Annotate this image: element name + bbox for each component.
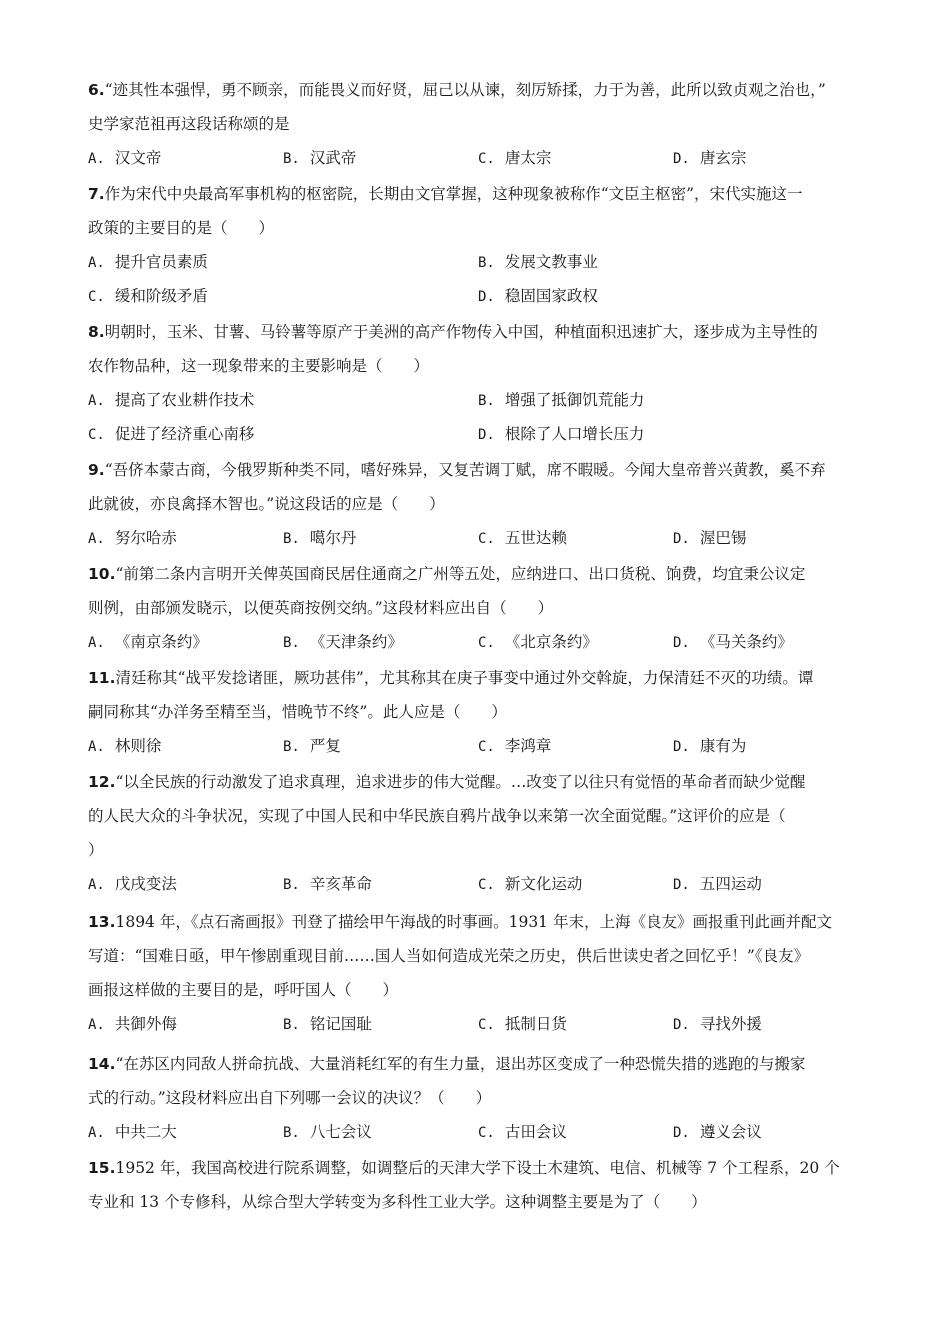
question-line: ）	[88, 841, 104, 859]
option-c[interactable]: C. 李鸿章	[478, 737, 552, 755]
options-row	[88, 867, 878, 901]
question-line: 的人民大众的斗争状况，实现了中国人民和中华民族自鸦片战争以来第一次全面觉醒。”这评价的应是（	[88, 807, 786, 825]
option-a[interactable]: A. 戊戌变法	[88, 875, 177, 893]
option-c[interactable]: C. 促进了经济重心南移	[88, 425, 255, 443]
question-line	[88, 1151, 878, 1185]
option-c[interactable]: C. 新文化运动	[478, 875, 583, 893]
option-d[interactable]: D. 《马关条约》	[673, 633, 793, 651]
option-a[interactable]: A. 努尔哈赤	[88, 529, 177, 547]
question-line	[88, 661, 878, 695]
question-line	[88, 177, 878, 211]
question-line	[88, 765, 878, 799]
question-12	[88, 765, 878, 901]
option-b[interactable]: B. 铭记国耻	[283, 1015, 372, 1033]
options-row	[88, 1115, 878, 1149]
option-d[interactable]: D. 渥巴锡	[673, 529, 747, 547]
option-d[interactable]: D. 遵义会议	[673, 1123, 762, 1141]
option-a[interactable]: A. 《南京条约》	[88, 633, 208, 651]
options-row	[88, 729, 878, 763]
question-line: 农作物品种，这一现象带来的主要影响是（ ）	[88, 357, 430, 375]
option-b[interactable]: B. 《天津条约》	[283, 633, 403, 651]
option-b[interactable]: B. 八七会议	[283, 1123, 372, 1141]
options-row	[88, 141, 878, 175]
question-line: 式的行动。”这段材料应出自下列哪一会议的决议？（ ）	[88, 1089, 492, 1107]
question-stem: 明朝时，玉米、甘薯、马铃薯等原产于美洲的高产作物传入中国，种植面积迅速扩大，逐步成为主导性的	[104, 323, 818, 341]
question-line	[88, 73, 878, 107]
question-line	[88, 1047, 878, 1081]
question-number: 14.	[88, 1055, 116, 1073]
question-line	[88, 557, 878, 591]
option-c[interactable]: C. 古田会议	[478, 1123, 567, 1141]
question-8	[88, 315, 878, 451]
question-number: 15.	[88, 1159, 116, 1177]
question-line	[88, 453, 878, 487]
option-d[interactable]: D. 唐玄宗	[673, 149, 747, 167]
question-stem: 1952 年，我国高校进行院系调整，如调整后的天津大学下设土木建筑、电信、机械等 7 个工程系，20 个	[115, 1159, 840, 1177]
question-line: 史学家范祖再这段话称颂的是	[88, 115, 290, 133]
question-11	[88, 661, 878, 763]
question-stem: “以全民族的行动激发了追求真理，追求进步的伟大觉醒。…改变了以往只有觉悟的革命者而缺少觉醒	[115, 773, 806, 791]
question-stem: 作为宋代中央最高军事机构的枢密院，长期由文官掌握，这种现象被称作“文臣主枢密”，宋代实施这一	[104, 185, 803, 203]
question-stem: “在苏区内同敌人拼命抗战、大量消耗红军的有生力量，退出苏区变成了一种恐慌失措的逃跑的与搬家	[115, 1055, 806, 1073]
option-c[interactable]: C. 缓和阶级矛盾	[88, 287, 208, 305]
options-row	[88, 417, 878, 451]
option-b[interactable]: B. 噶尔丹	[283, 529, 357, 547]
question-10	[88, 557, 878, 659]
option-c[interactable]: C. 唐太宗	[478, 149, 552, 167]
options-row	[88, 625, 878, 659]
question-stem: “前第二条内言明开关俾英国商民居住通商之广州等五处，应纳进口、出口货税、饷费，均宜秉公议定	[115, 565, 806, 583]
question-stem: “吾侪本蒙古商，今俄罗斯种类不同，嗜好殊异，又复苦调丁赋，席不暇暖。今闻大皇帝普兴黄教，奚不弃	[104, 461, 826, 479]
options-row	[88, 1007, 878, 1041]
option-c[interactable]: C. 五世达赖	[478, 529, 567, 547]
question-6	[88, 73, 878, 175]
question-stem: “迹其性本强悍，勇不顾亲，而能畏义而好贤，屈己以从谏，刻厉矫揉，力于为善，此所以致贞观之治也，”	[104, 81, 826, 99]
option-d[interactable]: D. 寻找外援	[673, 1015, 762, 1033]
option-b[interactable]: B. 严复	[283, 737, 341, 755]
options-row	[88, 383, 878, 417]
question-line: 此就彼，亦良禽择木智也。”说这段话的应是（ ）	[88, 495, 445, 513]
option-c[interactable]: C. 《北京条约》	[478, 633, 598, 651]
option-d[interactable]: D. 稳固国家政权	[478, 287, 598, 305]
question-number: 10.	[88, 565, 116, 583]
option-d[interactable]: D. 五四运动	[673, 875, 762, 893]
option-b[interactable]: B. 增强了抵御饥荒能力	[478, 391, 645, 409]
option-a[interactable]: A. 提高了农业耕作技术	[88, 391, 255, 409]
option-a[interactable]: A. 中共二大	[88, 1123, 177, 1141]
question-number: 12.	[88, 773, 116, 791]
option-a[interactable]: A. 共御外侮	[88, 1015, 177, 1033]
question-stem: 清廷称其“战平发捻诸匪，厥功甚伟”，尤其称其在庚子事变中通过外交斡旋，力保清廷不灭的功绩。谭	[115, 669, 814, 687]
option-b[interactable]: B. 发展文教事业	[478, 253, 598, 271]
question-number: 6.	[88, 81, 105, 99]
question-line	[88, 315, 878, 349]
question-number: 13.	[88, 913, 116, 931]
question-number: 7.	[88, 185, 105, 203]
question-line: 嗣同称其“办洋务至精至当，惜晚节不终”。此人应是（ ）	[88, 703, 507, 721]
question-14	[88, 1047, 878, 1149]
option-d[interactable]: D. 康有为	[673, 737, 747, 755]
option-b[interactable]: B. 辛亥革命	[283, 875, 372, 893]
question-stem: 1894 年，《点石斋画报》刊登了描绘甲午海战的时事画。1931 年末，上海《良友》画报重刊此画并配文	[115, 913, 832, 931]
question-line: 政策的主要目的是（ ）	[88, 219, 275, 237]
question-7	[88, 177, 878, 313]
question-line: 写道：“国难日亟，甲午惨剧重现目前……国人当如何造成光荣之历史，供后世读史者之回忆乎！”《良友》	[88, 947, 810, 965]
option-c[interactable]: C. 抵制日货	[478, 1015, 567, 1033]
option-b[interactable]: B. 汉武帝	[283, 149, 357, 167]
question-number: 8.	[88, 323, 105, 341]
question-line: 则例，由部颁发晓示，以便英商按例交纳。”这段材料应出自（ ）	[88, 599, 554, 617]
question-line	[88, 905, 878, 939]
option-a[interactable]: A. 汉文帝	[88, 149, 162, 167]
question-9	[88, 453, 878, 555]
question-line: 画报这样做的主要目的是，呼吁国人（ ）	[88, 981, 399, 999]
question-number: 11.	[88, 669, 116, 687]
question-number: 9.	[88, 461, 105, 479]
question-13	[88, 905, 878, 1041]
options-row	[88, 279, 878, 313]
question-line: 专业和 13 个专修科，从综合型大学转变为多科性工业大学。这种调整主要是为了（ ）	[88, 1193, 707, 1211]
options-row	[88, 521, 878, 555]
question-15	[88, 1151, 878, 1219]
option-d[interactable]: D. 根除了人口增长压力	[478, 425, 645, 443]
options-row	[88, 245, 878, 279]
option-a[interactable]: A. 林则徐	[88, 737, 162, 755]
option-a[interactable]: A. 提升官员素质	[88, 253, 208, 271]
